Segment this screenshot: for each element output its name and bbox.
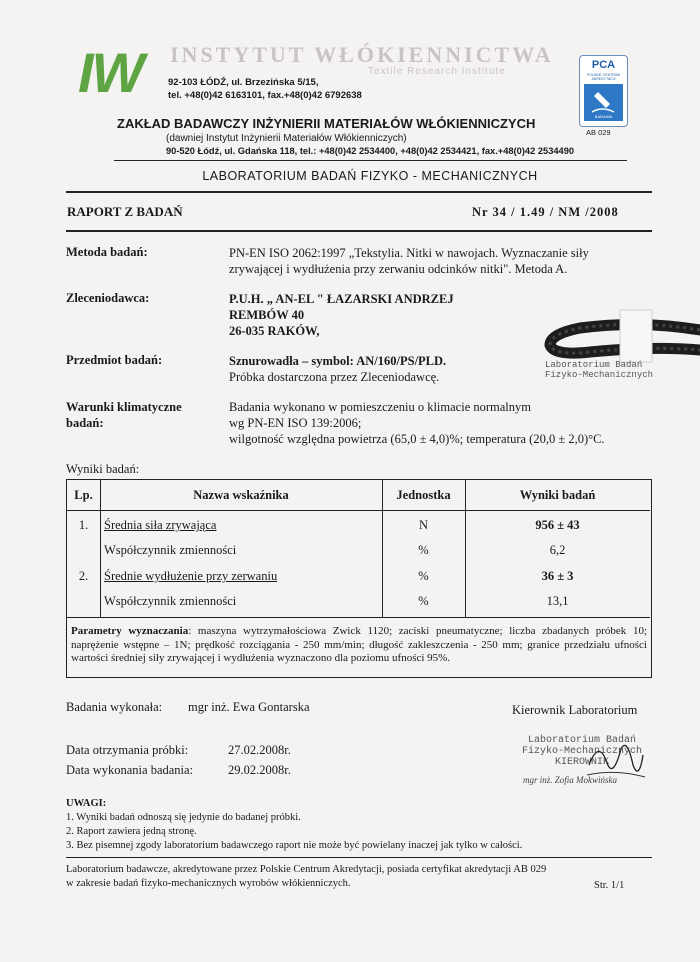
institute-name: INSTYTUT WŁÓKIENNICTWA xyxy=(170,42,554,67)
method-line: PN-EN ISO 2062:1997 „Tekstylia. Nitki w nawojach. Wyznaczanie siły xyxy=(229,246,589,260)
report-bottom-divider xyxy=(66,230,652,232)
report-title: RAPORT Z BADAŃ xyxy=(67,204,183,219)
notes-section xyxy=(66,797,522,853)
report-number: Nr 34 / 1.49 / NM /2008 xyxy=(472,205,619,219)
subject-label: Przedmiot badań: xyxy=(66,353,163,367)
sample-stamp-line: Laboratorium Badań xyxy=(545,360,643,370)
department-title: ZAKŁAD BADAWCZY INŻYNIERII MATERIAŁÓW WŁÓKIENNICZYCH xyxy=(117,116,536,131)
received-date-label: Data otrzymania próbki: xyxy=(66,743,189,757)
institute-logo-mark: IW xyxy=(78,41,143,104)
params-divider xyxy=(67,617,650,618)
client-street: REMBÓW 40 xyxy=(229,308,305,322)
indicator-value: 36 ± 3 xyxy=(541,569,574,583)
test-date: 29.02.2008r. xyxy=(228,763,291,777)
indicator-unit: % xyxy=(418,594,429,608)
climate-label xyxy=(66,399,182,431)
accreditation-logo-text: PCA xyxy=(591,59,616,71)
indicator-name: Współczynnik zmienności xyxy=(104,594,237,608)
test-parameters-text: : maszyna wytrzymałościowa Zwick 1120; zaciski pneumatyczne; liczba zbadanych próbek 10; naprężenie wstępne – 1N; prędkość rozciągania - 250 mm/min; długość zakleszczenia - 250 mm; granice przedziału ufności wartości średniej siły zrywającej i wydłużenia wyznaczono dla poziomu ufności 95%. xyxy=(71,625,647,664)
sample-stamp xyxy=(545,360,653,380)
notes-title: UWAGI: xyxy=(66,798,107,809)
header-row-divider xyxy=(67,510,650,511)
performed-name: mgr inż. Ewa Gontarska xyxy=(188,700,310,714)
signature-stamp-line: Laboratorium Badań xyxy=(528,735,637,746)
lab-title: LABORATORIUM BADAŃ FIZYKO - MECHANICZNYCH xyxy=(202,169,538,183)
sample-stamp-line: Fizyko-Mechanicznych xyxy=(545,370,654,380)
department-address: 90-520 Łódź, ul. Gdańska 118, tel.: +48(0)42 2534400, +48(0)42 2534421, fax.+48(0)42 2534490 xyxy=(166,146,575,156)
accreditation-logo-small: POLSKIE CENTRUM AKREDYTACJI xyxy=(586,73,621,81)
row-number: 2. xyxy=(78,569,89,583)
climate-value xyxy=(229,399,605,447)
institute-address xyxy=(168,76,362,102)
climate-line: wg PN-EN ISO 139:2006; xyxy=(229,416,362,430)
accreditation-emblem xyxy=(584,84,623,121)
method-value xyxy=(229,245,589,277)
department-former-name: (dawniej Instytut Inżynierii Materiałów Włókienniczych) xyxy=(166,133,407,144)
received-date: 27.02.2008r. xyxy=(228,743,291,757)
note-item: 3. Bez pisemnej zgody laboratorium badawczego raport nie może być powielany inaczej jak tylko w całości. xyxy=(66,840,523,851)
indicator-value: 13,1 xyxy=(546,594,569,608)
performed-label: Badania wykonała: xyxy=(66,700,163,714)
client-city: 26-035 RAKÓW, xyxy=(229,324,320,338)
signature-name: mgr inż. Zofia Mokwińska xyxy=(523,775,618,785)
indicator-name: Średnie wydłużenie przy zerwaniu xyxy=(104,569,278,583)
footer-text xyxy=(66,863,546,891)
indicator-value: 956 ± 43 xyxy=(535,518,580,532)
column-header-name: Nazwa wskaźnika xyxy=(193,488,289,502)
accreditation-logo xyxy=(579,55,628,127)
institute-phone-line: tel. +48(0)42 6163101, fax.+48(0)42 6792638 xyxy=(168,90,362,101)
test-parameters xyxy=(71,625,647,666)
indicator-unit: N xyxy=(418,518,429,532)
test-date-label: Data wykonania badania: xyxy=(66,763,194,777)
header-divider xyxy=(114,160,627,161)
signature-stamp-line: KIEROWNIK xyxy=(555,757,610,768)
climate-label-line: Warunki klimatyczne xyxy=(66,400,182,414)
climate-line: wilgotność względna powietrza (65,0 ± 4,0)%; temperatura (20,0 ± 2,0)°C. xyxy=(229,432,605,446)
client-name: P.U.H. „ AN-EL " ŁAZARSKI ANDRZEJ xyxy=(229,292,454,306)
institute-subtitle: Textile Research Institute xyxy=(368,66,506,77)
signature-stamp-line: Fizyko-Mechanicznych xyxy=(522,746,643,757)
indicator-unit: % xyxy=(418,569,429,583)
institute-address-line: 92-103 ŁÓDŹ, ul. Brzezińska 5/15, xyxy=(168,77,319,88)
footer-line: w zakresie badań fizyko-mechanicznych wyrobów włókienniczych. xyxy=(66,878,351,889)
method-label: Metoda badań: xyxy=(66,245,148,259)
indicator-value: 6,2 xyxy=(549,543,566,557)
note-item: 1. Wyniki badań odnoszą się jedynie do badanej próbki. xyxy=(66,812,301,823)
lab-head-title: Kierownik Laboratorium xyxy=(512,703,638,717)
footer-divider xyxy=(66,857,652,858)
footer-line: Laboratorium badawcze, akredytowane przez Polskie Centrum Akredytacji, posiada certyfikat akredytacji AB 029 xyxy=(66,864,547,875)
subject-value xyxy=(229,353,446,385)
subject-symbol: Sznurowadła – symbol: AN/160/PS/PLD. xyxy=(229,354,447,368)
note-item: 2. Raport zawiera jedną stronę. xyxy=(66,826,197,837)
climate-label-line: badań: xyxy=(66,416,104,430)
column-header-lp: Lp. xyxy=(74,488,93,502)
results-caption: Wyniki badań: xyxy=(66,462,140,476)
method-line: zrywającej i wydłużenia przy zerwaniu odcinków nitki". Metoda A. xyxy=(229,262,568,276)
report-top-divider xyxy=(66,191,652,193)
indicator-unit: % xyxy=(418,543,429,557)
test-parameters-label: Parametry wyznaczania xyxy=(71,625,189,637)
row-number: 1. xyxy=(78,518,89,532)
subject-note: Próbka dostarczona przez Zleceniodawcę. xyxy=(229,370,440,384)
client-label: Zleceniodawca: xyxy=(66,291,150,305)
page-number: Str. 1/1 xyxy=(594,880,625,891)
client-value xyxy=(229,291,454,339)
accreditation-label: BADANIA xyxy=(594,114,613,119)
column-header-unit: Jednostka xyxy=(396,488,451,502)
indicator-name: Współczynnik zmienności xyxy=(104,543,237,557)
column-header-results: Wyniki badań xyxy=(519,488,596,502)
accreditation-code: AB 029 xyxy=(586,128,611,137)
indicator-name: Średnia siła zrywająca xyxy=(104,518,217,532)
climate-line: Badania wykonano w pomieszczeniu o klimacie normalnym xyxy=(229,400,531,414)
